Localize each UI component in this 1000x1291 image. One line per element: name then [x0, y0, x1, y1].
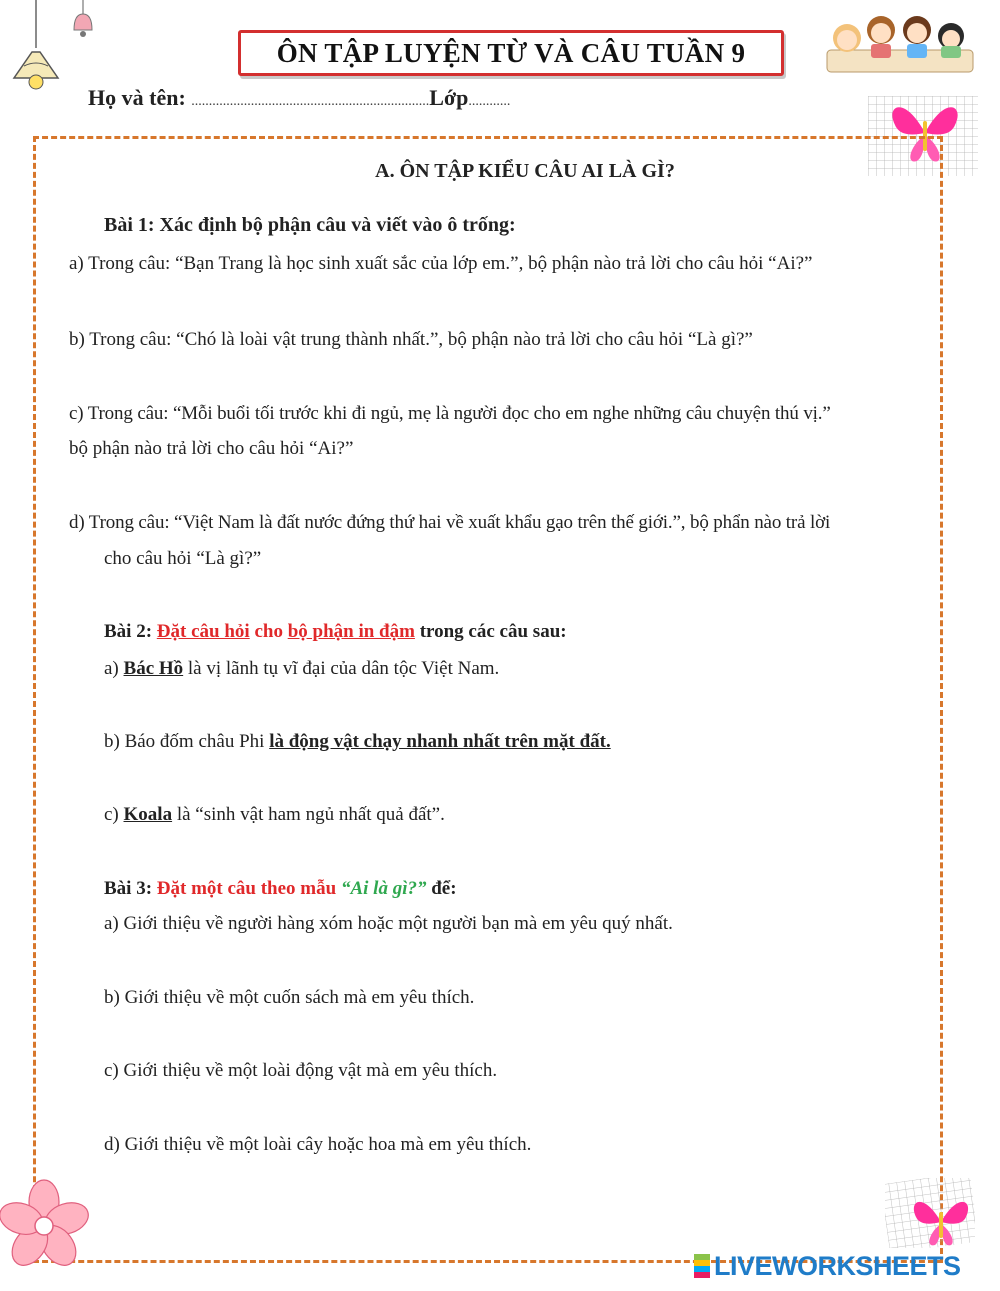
bai1-question-b: b) Trong câu: “Chó là loài vật trung thành nhất.”, bộ phận nào trả lời cho câu hỏi “Là gì?” [69, 329, 753, 350]
bai2-for: cho [254, 621, 283, 642]
bai2-b-prefix: b) Báo đốm châu Phi [104, 731, 265, 752]
bai2-b-bold: là động vật chạy nhanh nhất trên mặt đất. [269, 731, 611, 752]
bai1-question-a: a) Trong câu: “Bạn Trang là học sinh xuất sắc của lớp em.”, bộ phận nào trả lời cho câu hỏi “Ai?” [69, 253, 813, 274]
bai2-a-bold: Bác Hồ [123, 658, 184, 679]
live-badge-icon [694, 1254, 710, 1278]
name-field[interactable]: .................................................................... [191, 94, 430, 109]
bell-icon [68, 0, 98, 45]
bai2-sentence-b [104, 731, 611, 753]
butterfly-bottom-icon [908, 1192, 974, 1252]
bai3-instruction: Đặt một câu theo mẫu [156, 878, 337, 899]
bai3-tail: để: [431, 878, 457, 899]
content-frame [33, 136, 943, 1263]
worksheet-title: ÔN TẬP LUYỆN TỪ VÀ CÂU TUẦN 9 [276, 38, 746, 68]
class-label: Lớp [429, 85, 469, 110]
name-label: Họ và tên: [88, 85, 186, 110]
bai2-tail: trong các câu sau: [419, 621, 567, 642]
bai3-pattern: “Ai là gì?” [340, 878, 427, 899]
bai1-question-c-line1: c) Trong câu: “Mỗi buổi tối trước khi đi ngủ, mẹ là người đọc cho em nghe những câu chuyện thú vị.” [69, 403, 831, 424]
student-info-line [88, 85, 510, 111]
bai3-heading [104, 878, 457, 900]
lamp-icon [0, 0, 70, 100]
bai2-label: Bài 2: [104, 621, 153, 642]
bai1-question-d-line1: d) Trong câu: “Việt Nam là đất nước đứng thứ hai về xuất khẩu gạo trên thế giới.”, bộ phẩn nào trả lời [69, 512, 831, 533]
bai2-heading [104, 621, 567, 643]
bai2-highlight-part: bộ phận in đậm [287, 621, 415, 642]
bai1-question-c-line2: bộ phận nào trả lời cho câu hỏi “Ai?” [69, 438, 354, 459]
bai2-sentence-c [104, 804, 445, 826]
liveworksheets-logo [694, 1251, 961, 1282]
class-field[interactable]: ............ [468, 94, 511, 109]
bai2-c-bold: Koala [123, 804, 173, 825]
bai3-label: Bài 3: [104, 878, 153, 899]
bai1-heading: Bài 1: Xác định bộ phận câu và viết vào ô trống: [104, 214, 516, 236]
section-a-title: A. ÔN TẬP KIỂU CÂU AI LÀ GÌ? [375, 160, 675, 182]
bai3-item-c: c) Giới thiệu về một loài động vật mà em yêu thích. [104, 1060, 498, 1081]
worksheet-title-box [238, 30, 784, 76]
bai3-item-d: d) Giới thiệu về một loài cây hoặc hoa mà em yêu thích. [104, 1134, 532, 1155]
bai1-question-d-line2: cho câu hỏi “Là gì?” [104, 548, 262, 569]
liveworksheets-brand: LIVEWORKSHEETS [714, 1251, 961, 1281]
bai2-c-rest: là “sinh vật ham ngủ nhất quả đất”. [176, 804, 445, 825]
bai2-c-prefix: c) [104, 804, 119, 825]
bai2-sentence-a [104, 658, 499, 680]
bai3-item-a: a) Giới thiệu về người hàng xóm hoặc một người bạn mà em yêu quý nhất. [104, 913, 673, 934]
kids-illustration-icon [825, 8, 975, 78]
bai2-highlight-ask: Đặt câu hỏi [156, 621, 250, 642]
bai2-a-rest: là vị lãnh tụ vĩ đại của dân tộc Việt Nam. [187, 658, 500, 679]
bai3-item-b: b) Giới thiệu về một cuốn sách mà em yêu thích. [104, 987, 475, 1008]
bai2-a-prefix: a) [104, 658, 119, 679]
flower-icon [0, 1178, 90, 1273]
